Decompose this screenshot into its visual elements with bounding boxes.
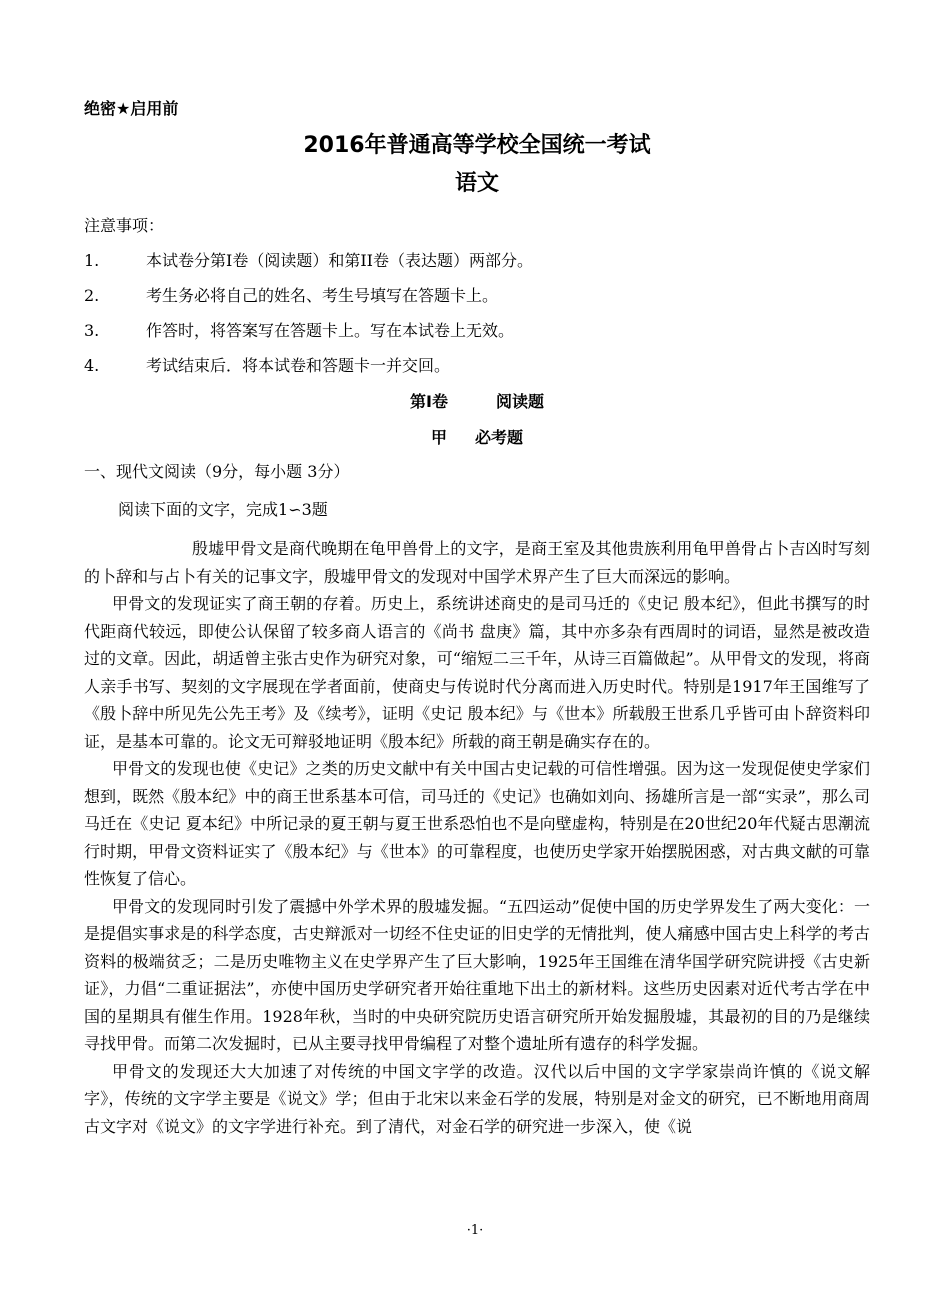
part-name: 必考题 <box>475 428 524 447</box>
notice-item-text: 作答时，将答案写在答题卡上。写在本试卷上无效。 <box>146 321 515 340</box>
notice-item-number: 3. <box>84 321 100 340</box>
exam-subject: 语文 <box>454 171 499 196</box>
notice-heading: 注意事项： <box>84 216 165 235</box>
notice-item-number: 4. <box>84 356 100 375</box>
notice-item-text: 考生务必将自己的姓名、考生号填写在答题卡上。 <box>146 286 499 305</box>
confidential-mark: 绝密★启用前 <box>84 99 179 118</box>
volume-heading <box>84 390 870 414</box>
question-heading: 一、现代文阅读（9分，每小题 3分） <box>84 462 350 481</box>
notice-item-text: 考试结束后．将本试卷和答题卡一并交回。 <box>146 356 451 375</box>
passage-paragraph: 甲骨文的发现同时引发了震撼中外学术界的殷墟发掘。“五四运动”促使中国的历史学界发生了两大变化：一是提倡实事求是的科学态度，古史辩派对一切经不住史证的旧史学的无情批判，使人痛感中国古史上科学的考古资料的极端贫乏；二是历史唯物主义在史学界产生了巨大影响，1925年王国维在清华国学研究院讲授《古史新证》，力倡“二重证据法”，亦使中国历史学研究者开始往重地下出土的新材料。这些历史因素对近代考古学在中国的星期具有催生作用。1928年秋，当时的中央研究院历史语言研究所开始发掘殷墟，其最初的目的乃是继续寻找甲骨。而第二次发掘时，已从主要寻找甲骨编程了对整个遗址所有遗存的科学发掘。 <box>84 896 870 1053</box>
notice-item-text: 本试卷分第I卷（阅读题）和第II卷（表达题）两部分。 <box>146 251 533 270</box>
passage-paragraph: 甲骨文的发现还大大加速了对传统的中国文字学的改造。汉代以后中国的文字学家崇尚许慎的《说文解字》，传统的文字学主要是《说文》学；但由于北宋以来金石学的发展，特别是对金文的研究，已不断地用商周古文字对《说文》的文字学进行补充。到了清代，对金石学的研究进一步深入，使《说 <box>84 1061 870 1136</box>
notice-item-number: 2. <box>84 286 100 305</box>
volume-name: 阅读题 <box>495 392 544 411</box>
notice-item <box>84 249 870 273</box>
part-label: 甲 <box>430 428 447 447</box>
notice-item <box>84 284 870 308</box>
question-instruction: 阅读下面的文字，完成1∽3题 <box>118 500 328 519</box>
part-heading <box>84 426 870 450</box>
notice-item <box>84 354 870 378</box>
notice-item <box>84 319 870 343</box>
exam-page <box>84 98 870 1140</box>
passage-paragraph: 甲骨文的发现也使《史记》之类的历史文献中有关中国古史记载的可信性增强。因为这一发现促使史学家们想到，既然《殷本纪》中的商王世系基本可信，司马迁的《史记》也确如刘向、扬雄所言是一部“实录”，那么司马迁在《史记 夏本纪》中所记录的夏王朝与夏王世系恐怕也不是向壁虚构，特别是在20世纪20年代疑古思潮流行时期，甲骨文资料证实了《殷本纪》与《世本》的可靠程度，也使历史学家开始摆脱困惑，对古典文献的可靠性恢复了信心。 <box>84 759 870 888</box>
volume-label: 第I卷 <box>410 392 448 411</box>
exam-title: 2016年普通高等学校全国统一考试 <box>303 133 651 158</box>
passage-paragraph: 殷墟甲骨文是商代晚期在龟甲兽骨上的文字，是商王室及其他贵族利用龟甲兽骨占卜吉凶时写刻的卜辞和与占卜有关的记事文字，殷墟甲骨文的发现对中国学术界产生了巨大而深远的影响。 <box>84 539 870 586</box>
page-number: ·1· <box>466 1223 484 1238</box>
passage-paragraph: 甲骨文的发现证实了商王朝的存着。历史上，系统讲述商史的是司马迁的《史记 殷本纪》，但此书撰写的时代距商代较远，即使公认保留了较多商人语言的《尚书 盘庚》篇，其中亦多杂有西周时的词语，显然是被改造过的文章。因此，胡适曾主张古史作为研究对象，可“缩短二三千年，从诗三百篇做起”。从甲骨文的发现，将商人亲手书写、契刻的文字展现在学者面前，使商史与传说时代分离而进入历史时代。特别是1917年王国维写了《殷卜辞中所见先公先王考》及《续考》，证明《史记 殷本纪》与《世本》所载殷王世系几乎皆可由卜辞资料印证，是基本可靠的。论文无可辩驳地证明《殷本纪》所载的商王朝是确实存在的。 <box>84 594 870 751</box>
notice-item-number: 1. <box>84 251 100 270</box>
